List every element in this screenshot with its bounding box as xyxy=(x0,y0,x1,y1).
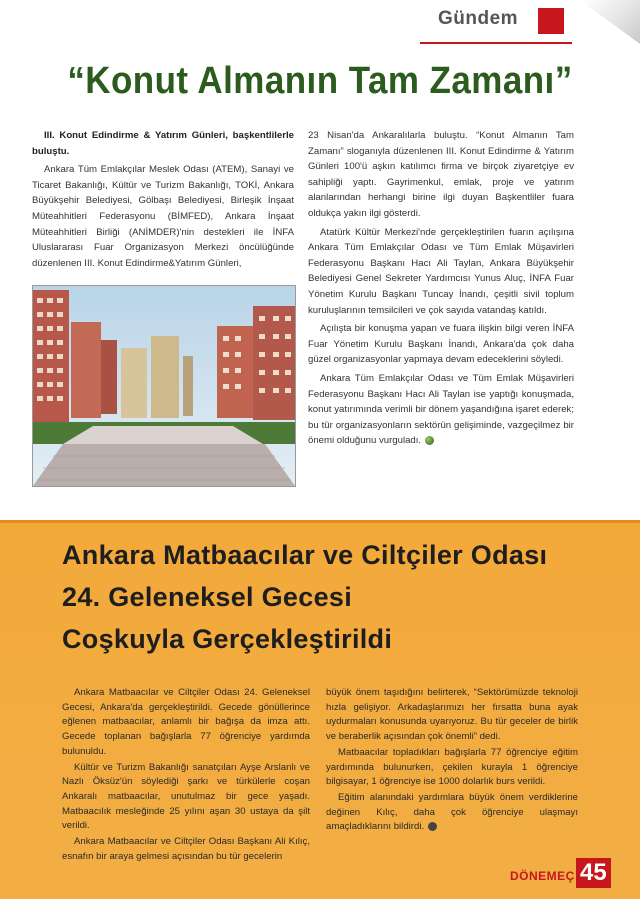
article2-paragraph: Matbaacılar topladıkları bağışlarla 77 öğrenciye eğitim yardımında bulunurken, çekilen kurayla 1 öğrenciye bilgisayar, 1 öğrenciye ise 1000 dolarlık burs verildi. xyxy=(326,746,578,788)
end-of-article-icon xyxy=(428,822,437,831)
magazine-footer xyxy=(510,856,630,892)
section-color-mark xyxy=(538,8,564,34)
article-bottom-section xyxy=(0,520,640,899)
housing-photo-image xyxy=(33,286,295,486)
article2-paragraph: büyük önem taşıdığını belirterek, “Sektörümüzde teknoloji hızla gelişiyor. Arkadaşlarımızı her fırsatta buna ayak uydurmaları konusunda uyarıyoruz. Bu tür geceler de birlik ve beraberlik açısından çok önemli” dedi. xyxy=(326,687,578,743)
page-number: 45 xyxy=(576,858,611,888)
section-divider xyxy=(0,520,640,523)
article2-paragraph-text: Eğitim alanındaki yardımlara büyük önem verdiklerine değinen Kılıç, daha çok öğrenciye ulaşmayı amaçladıklarını bildirdi. xyxy=(326,791,578,833)
article2-paragraph: Ankara Matbaacılar ve Ciltçiler Odası 24. Geleneksel Gecesi, Ankara'da gerçekleştirildi. Gecede gönüllerince eğlenen matbaacılar, anlamlı bir bağışa da imza attı. Gecede toplanan bağışlarla 77 öğrenciye yardımda bulunuldu. xyxy=(62,687,310,757)
article1-paragraph: Atatürk Kültür Merkezi'nde gerçekleştirilen fuarın açılışına Ankara Tüm Emlakçılar Odası ve Tüm Emlak Müşavirleri Federasyonu Başkanı Hacı Ali Taylan, Ankara Büyükşehir Belediyesi Genel Sekreter Yardımcısı Yunus Aluç, İNFA Fuar Yönetim Kurulu Başkanı Tuncay İnandı, çeşitli sivil toplum kuruluşlarının temsilcileri ve çok sayıda vatandaş katıldı. xyxy=(308,226,574,316)
article1-left-column xyxy=(32,128,294,274)
article2-title-line1: Ankara Matbaacılar ve Ciltçiler Odası xyxy=(62,540,548,570)
section-rule xyxy=(420,42,572,44)
article1-paragraph-last xyxy=(308,371,574,449)
article1-paragraph: Açılışta bir konuşma yapan ve fuara ilişkin bilgi veren İNFA Fuar Yönetim Kurulu Başkanı İnandı, Ankara'da çok daha güzel organizasyonlar yapmaya devam edeceklerini söyledi. xyxy=(308,323,574,366)
article1-right-column xyxy=(308,128,574,452)
page-corner-decoration xyxy=(580,0,640,44)
article2-paragraph-last xyxy=(326,791,578,835)
housing-photo xyxy=(32,285,296,487)
article2-paragraph: Ankara Matbaacılar ve Ciltçiler Odası Başkanı Ali Kılıç, esnafın bir araya gelmesi açısından bu tür gecelerin xyxy=(62,836,310,862)
section-header xyxy=(420,6,570,36)
article2-paragraph: Kültür ve Turizm Bakanlığı sanatçıları Ayşe Arslanlı ve Nazlı Öksüz'ün söylediği şarkı ve türkülerle coşan Ankaralı matbaacılar, unutulmaz bir gece yaşadı. Matbaacılık mesleğinde 25 yılını aşan 30 ustaya da şilt verildi. xyxy=(62,761,310,832)
end-of-article-icon xyxy=(425,436,434,445)
article2-left-column xyxy=(62,686,310,865)
magazine-name: DÖNEMEÇ xyxy=(510,869,575,883)
article2-title-line2: 24. Geleneksel Gecesi xyxy=(62,582,352,612)
article1-paragraph: Ankara Tüm Emlakçılar Meslek Odası (ATEM), Sanayi ve Ticaret Bakanlığı, Kültür ve Turizm Bakanlığı, TOKİ, Ankara Büyükşehir Belediyesi, Gölbaşı Belediyesi, Birleşik İnşaat Müteahhitleri Federasyonu (BİMFED), Ankara İnşaat Müteahhitleri Birliği (ANİMDER)'nin destekleri ile İNFA Uluslararası Fuar Organizasyon Merkezi öncülüğünde düzenlenen III. Konut Edindirme&Yatırım Günleri, xyxy=(32,164,294,269)
article-title: “Konut Almanın Tam Zamanı” xyxy=(67,60,573,102)
article1-paragraph-text: Ankara Tüm Emlakçılar Odası ve Tüm Emlak Müşavirleri Federasyonu Başkanı Hacı Ali Taylan ise yaptığı konuşmada, konut yatırımında verimli bir dönem yaşandığına işaret ederek; bu tür organizasyonların sektörün gelişiminde, vazgeçilmez bir önemi olduğunu vurguladı. xyxy=(308,372,574,447)
section-label: Gündem xyxy=(438,8,519,29)
article2-title-line3: Coşkuyla Gerçekleştirildi xyxy=(62,624,393,654)
article1-lead: III. Konut Edindirme & Yatırım Günleri, başkentlilerle buluştu. xyxy=(32,130,294,157)
article2-right-column xyxy=(326,686,578,836)
article1-paragraph: 23 Nisan'da Ankaralılarla buluştu. “Konut Almanın Tam Zamanı” sloganıyla düzenlenen III. Konut Edindirme & Yatırım Günleri 100'ü aşkın katılımcı firma ve birçok ziyaretçiye ev sahipliği yaptı. Gayrimenkul, emlak, proje ve yatırım alanlarından herhangi birine ilgi duyan Başkentliler fuara oldukça yakın ilgi gösterdi. xyxy=(308,130,574,219)
